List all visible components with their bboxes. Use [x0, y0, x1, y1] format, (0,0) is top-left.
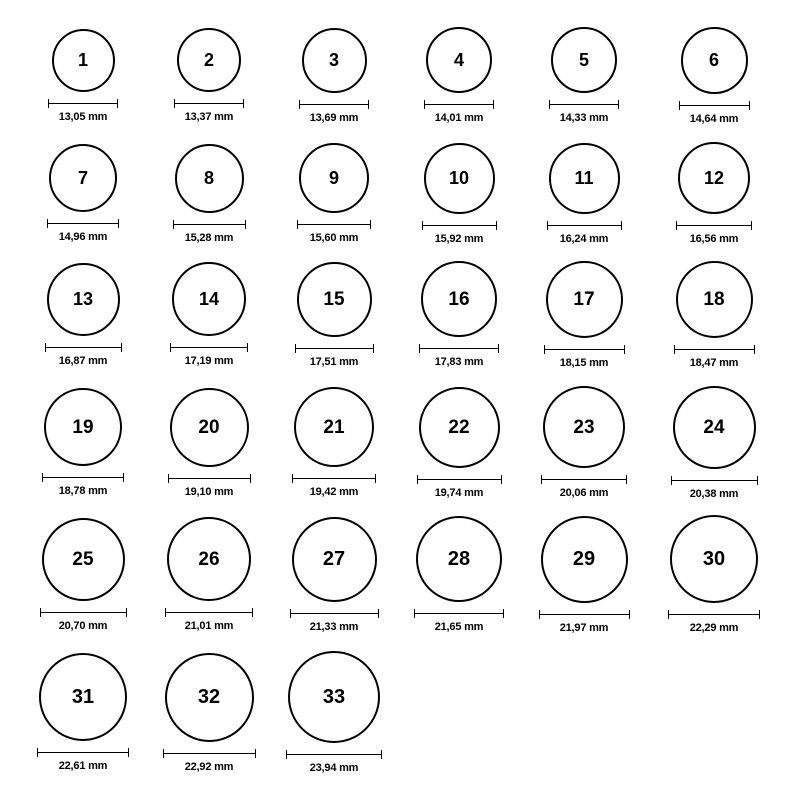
ring-circle: [426, 27, 492, 93]
ring-size-item: [654, 142, 774, 245]
measure-bar: [414, 609, 504, 618]
measure-tick-left: [48, 99, 49, 108]
ring-size-item: [399, 27, 519, 124]
ring-diameter-label: 23,94 mm: [309, 762, 359, 774]
ring-diameter-label: 15,60 mm: [309, 232, 359, 244]
measure-tick-right: [126, 608, 127, 617]
measure-bar: [671, 476, 758, 485]
measure-tick-left: [37, 748, 38, 757]
ring-diameter-label: 17,19 mm: [184, 355, 234, 367]
ring-diameter-label: 17,83 mm: [434, 356, 484, 368]
measure-line: [48, 103, 118, 104]
ring-size-number: 19: [72, 416, 94, 438]
ring-size-item: [149, 144, 269, 244]
ring-circle: [47, 263, 120, 336]
measure-tick-left: [422, 221, 423, 230]
measure-bar: [419, 344, 499, 353]
measure-line: [40, 612, 127, 613]
ring-diameter-label: 16,24 mm: [559, 232, 609, 245]
measure-tick-right: [245, 220, 246, 229]
ring-diameter-label: 16,56 mm: [689, 233, 739, 245]
measure-tick-left: [676, 221, 677, 230]
measure-tick-left: [297, 220, 298, 229]
measure-bar: [544, 345, 625, 354]
ring-circle: [167, 517, 251, 601]
ring-size-item: [23, 263, 143, 367]
measure-line: [679, 105, 750, 106]
ring-circle: [42, 518, 125, 601]
measure-line: [163, 753, 256, 754]
measure-tick-right: [252, 608, 253, 617]
measure-line: [47, 223, 119, 224]
measure-line: [674, 349, 755, 350]
measure-bar: [674, 345, 755, 354]
measure-tick-left: [544, 345, 545, 354]
measure-line: [299, 104, 369, 105]
ring-size-item: [274, 143, 394, 244]
measure-line: [37, 752, 129, 753]
ring-size-item: [274, 28, 394, 124]
measure-line: [668, 614, 760, 615]
ring-size-number: 32: [197, 686, 221, 708]
measure-line: [295, 348, 374, 349]
ring-circle: [546, 261, 623, 338]
ring-size-item: [399, 516, 519, 633]
measure-tick-left: [417, 475, 418, 484]
ring-circle: [541, 516, 628, 603]
measure-line: [549, 104, 619, 105]
measure-tick-right: [123, 473, 124, 482]
measure-bar: [292, 474, 376, 483]
ring-size-item: [149, 262, 269, 367]
measure-bar: [541, 475, 627, 484]
measure-tick-right: [759, 610, 760, 619]
measure-line: [292, 478, 376, 479]
ring-size-item: [399, 261, 519, 368]
measure-bar: [668, 610, 760, 619]
measure-tick-left: [165, 608, 166, 617]
measure-tick-right: [749, 101, 750, 110]
measure-tick-left: [163, 749, 164, 758]
measure-line: [414, 613, 504, 614]
measure-bar: [165, 608, 253, 617]
measure-tick-left: [674, 345, 675, 354]
measure-tick-left: [292, 474, 293, 483]
measure-tick-right: [255, 749, 256, 758]
ring-size-number: 3: [328, 50, 339, 70]
ring-circle: [172, 262, 246, 336]
measure-tick-right: [247, 343, 248, 352]
ring-diameter-label: 20,38 mm: [689, 487, 739, 500]
ring-circle: [673, 386, 756, 469]
ring-size-number: 8: [203, 168, 214, 188]
ring-circle: [292, 517, 377, 602]
ring-diameter-label: 21,01 mm: [184, 620, 234, 632]
ring-size-item: [23, 518, 143, 632]
measure-bar: [48, 99, 118, 108]
ring-size-number: 5: [578, 50, 589, 70]
ring-size-item: [274, 517, 394, 633]
ring-circle: [39, 653, 127, 741]
measure-line: [286, 754, 382, 755]
measure-tick-left: [174, 99, 175, 108]
measure-tick-left: [299, 100, 300, 109]
measure-bar: [422, 221, 497, 230]
measure-bar: [539, 610, 630, 619]
measure-bar: [168, 474, 251, 483]
measure-bar: [679, 101, 750, 110]
measure-bar: [170, 343, 248, 352]
measure-tick-left: [173, 220, 174, 229]
measure-bar: [297, 220, 371, 229]
measure-tick-right: [381, 750, 382, 759]
measure-tick-left: [539, 610, 540, 619]
ring-size-item: [524, 516, 644, 634]
ring-size-item: [274, 651, 394, 774]
measure-line: [544, 349, 625, 350]
measure-line: [290, 613, 379, 614]
measure-tick-left: [541, 475, 542, 484]
ring-diameter-label: 18,15 mm: [559, 356, 609, 369]
ring-size-number: 1: [77, 50, 88, 70]
ring-circle: [416, 516, 502, 602]
measure-bar: [417, 475, 502, 484]
ring-size-number: 20: [198, 416, 220, 438]
ring-diameter-label: 14,96 mm: [58, 231, 108, 243]
measure-line: [170, 347, 248, 348]
ring-circle: [419, 387, 500, 468]
measure-line: [45, 347, 122, 348]
ring-diameter-label: 20,06 mm: [559, 487, 609, 499]
measure-bar: [174, 99, 244, 108]
ring-diameter-label: 13,69 mm: [309, 111, 359, 124]
ring-size-number: 22: [448, 416, 470, 438]
ring-size-item: [274, 262, 394, 368]
measure-line: [676, 225, 752, 226]
measure-bar: [676, 221, 752, 230]
ring-circle: [44, 388, 122, 466]
ring-circle: [170, 388, 249, 467]
measure-line: [168, 478, 251, 479]
measure-tick-right: [250, 474, 251, 483]
ring-circle: [678, 142, 750, 214]
ring-size-number: 25: [72, 548, 94, 570]
measure-tick-right: [370, 220, 371, 229]
ring-diameter-label: 16,87 mm: [58, 354, 108, 367]
ring-size-number: 27: [322, 548, 346, 570]
ring-size-number: 23: [573, 416, 595, 438]
ring-circle: [299, 143, 369, 213]
measure-bar: [173, 220, 246, 229]
ring-size-number: 11: [574, 168, 594, 188]
measure-line: [422, 225, 497, 226]
measure-line: [165, 612, 253, 613]
measure-bar: [40, 608, 127, 617]
measure-tick-left: [671, 476, 672, 485]
ring-size-item: [149, 517, 269, 632]
ring-circle: [297, 262, 372, 337]
ring-size-number: 15: [323, 288, 345, 310]
ring-size-item: [524, 261, 644, 369]
ring-diameter-label: 14,01 mm: [434, 112, 484, 124]
ring-size-number: 13: [72, 289, 94, 309]
ring-size-number: 31: [71, 686, 95, 708]
measure-tick-right: [373, 344, 374, 353]
measure-tick-right: [754, 345, 755, 354]
ring-diameter-label: 22,29 mm: [689, 622, 739, 634]
ring-size-item: [524, 386, 644, 499]
measure-bar: [45, 343, 122, 352]
measure-tick-right: [624, 345, 625, 354]
ring-size-item: [654, 515, 774, 634]
measure-tick-right: [121, 343, 122, 352]
ring-size-item: [524, 27, 644, 124]
measure-bar: [47, 219, 119, 228]
measure-tick-right: [375, 474, 376, 483]
measure-bar: [286, 750, 382, 759]
measure-tick-right: [496, 221, 497, 230]
ring-size-item: [149, 653, 269, 773]
measure-bar: [549, 100, 619, 109]
measure-line: [419, 348, 499, 349]
ring-circle: [543, 386, 625, 468]
measure-tick-right: [503, 609, 504, 618]
ring-circle: [681, 27, 748, 94]
ring-circle: [549, 143, 620, 214]
ring-size-number: 9: [328, 168, 339, 188]
measure-bar: [547, 221, 622, 230]
measure-tick-left: [549, 100, 550, 109]
measure-bar: [42, 473, 124, 482]
ring-diameter-label: 15,92 mm: [434, 232, 484, 245]
ring-diameter-label: 14,64 mm: [689, 112, 739, 125]
ring-size-item: [524, 143, 644, 245]
ring-circle: [294, 387, 374, 467]
measure-tick-left: [40, 608, 41, 617]
ring-circle: [175, 144, 244, 213]
ring-size-item: [23, 388, 143, 497]
ring-circle: [302, 28, 367, 93]
ring-diameter-label: 22,92 mm: [184, 760, 234, 773]
ring-size-number: 28: [447, 548, 471, 570]
measure-tick-left: [290, 609, 291, 618]
ring-diameter-label: 19,42 mm: [309, 486, 359, 498]
measure-line: [424, 104, 494, 105]
measure-tick-left: [47, 219, 48, 228]
ring-diameter-label: 21,97 mm: [559, 621, 609, 634]
measure-tick-right: [757, 476, 758, 485]
ring-size-number: 2: [203, 50, 214, 70]
measure-tick-right: [118, 219, 119, 228]
ring-size-item: [23, 653, 143, 772]
measure-tick-right: [493, 100, 494, 109]
measure-bar: [424, 100, 494, 109]
ring-diameter-label: 18,47 mm: [689, 356, 739, 369]
ring-size-number: 24: [703, 416, 725, 438]
ring-size-item: [399, 387, 519, 499]
measure-tick-right: [501, 475, 502, 484]
measure-line: [539, 614, 630, 615]
measure-bar: [37, 748, 129, 757]
ring-size-item: [654, 261, 774, 369]
measure-line: [173, 224, 246, 225]
measure-tick-left: [168, 474, 169, 483]
ring-circle: [52, 29, 115, 92]
ring-diameter-label: 18,78 mm: [58, 485, 108, 497]
measure-bar: [295, 344, 374, 353]
ring-circle: [670, 515, 758, 603]
ring-diameter-label: 13,37 mm: [184, 111, 234, 123]
measure-tick-left: [547, 221, 548, 230]
ring-size-number: 4: [453, 50, 464, 70]
ring-circle: [676, 261, 753, 338]
ring-diameter-label: 19,74 mm: [434, 486, 484, 499]
ring-size-item: [149, 388, 269, 498]
ring-size-number: 30: [702, 548, 726, 570]
measure-tick-left: [679, 101, 680, 110]
ring-size-number: 14: [198, 289, 220, 309]
ring-circle: [165, 653, 254, 742]
ring-size-item: [654, 386, 774, 500]
ring-size-number: 12: [703, 168, 725, 188]
measure-line: [174, 103, 244, 104]
ring-circle: [177, 28, 241, 92]
ring-size-number: 16: [448, 288, 470, 310]
ring-diameter-label: 20,70 mm: [58, 619, 108, 632]
measure-tick-right: [128, 748, 129, 757]
measure-tick-left: [424, 100, 425, 109]
measure-tick-right: [368, 100, 369, 109]
measure-tick-left: [295, 344, 296, 353]
measure-line: [671, 480, 758, 481]
ring-circle: [424, 143, 495, 214]
measure-tick-right: [498, 344, 499, 353]
measure-tick-right: [378, 609, 379, 618]
ring-size-item: [274, 387, 394, 498]
ring-size-item: [149, 28, 269, 123]
measure-tick-left: [170, 343, 171, 352]
ring-size-number: 17: [573, 288, 595, 310]
ring-diameter-label: 21,33 mm: [309, 620, 359, 633]
ring-diameter-label: 15,28 mm: [184, 231, 234, 244]
measure-tick-right: [243, 99, 244, 108]
ring-diameter-label: 13,05 mm: [58, 110, 108, 123]
ring-circle: [49, 144, 117, 212]
ring-size-item: [23, 29, 143, 123]
measure-bar: [290, 609, 379, 618]
ring-size-number: 7: [77, 168, 88, 188]
ring-size-number: 29: [572, 548, 596, 570]
measure-tick-right: [621, 221, 622, 230]
measure-tick-right: [629, 610, 630, 619]
measure-tick-left: [414, 609, 415, 618]
ring-diameter-label: 19,10 mm: [184, 485, 234, 498]
ring-size-item: [23, 144, 143, 243]
measure-line: [417, 479, 502, 480]
measure-tick-left: [668, 610, 669, 619]
ring-circle: [421, 261, 497, 337]
measure-tick-left: [286, 750, 287, 759]
ring-size-item: [399, 143, 519, 245]
ring-size-number: 33: [322, 686, 346, 708]
measure-tick-left: [45, 343, 46, 352]
ring-diameter-label: 21,65 mm: [434, 621, 484, 633]
ring-size-number: 26: [198, 548, 220, 570]
ring-circle: [288, 651, 380, 743]
measure-tick-left: [42, 473, 43, 482]
measure-tick-right: [751, 221, 752, 230]
measure-line: [42, 477, 124, 478]
measure-tick-left: [419, 344, 420, 353]
ring-diameter-label: 14,33 mm: [559, 112, 609, 124]
measure-tick-right: [626, 475, 627, 484]
ring-size-item: [654, 27, 774, 125]
ring-circle: [551, 27, 617, 93]
ring-size-number: 21: [323, 416, 345, 438]
ring-diameter-label: 22,61 mm: [58, 760, 108, 772]
ring-size-number: 6: [708, 50, 719, 70]
ring-size-number: 10: [448, 168, 470, 188]
measure-tick-right: [117, 99, 118, 108]
ring-diameter-label: 17,51 mm: [309, 355, 359, 368]
measure-bar: [163, 749, 256, 758]
ring-size-number: 18: [703, 288, 725, 310]
measure-line: [547, 225, 622, 226]
measure-bar: [299, 100, 369, 109]
measure-line: [297, 224, 371, 225]
measure-line: [541, 479, 627, 480]
measure-tick-right: [618, 100, 619, 109]
